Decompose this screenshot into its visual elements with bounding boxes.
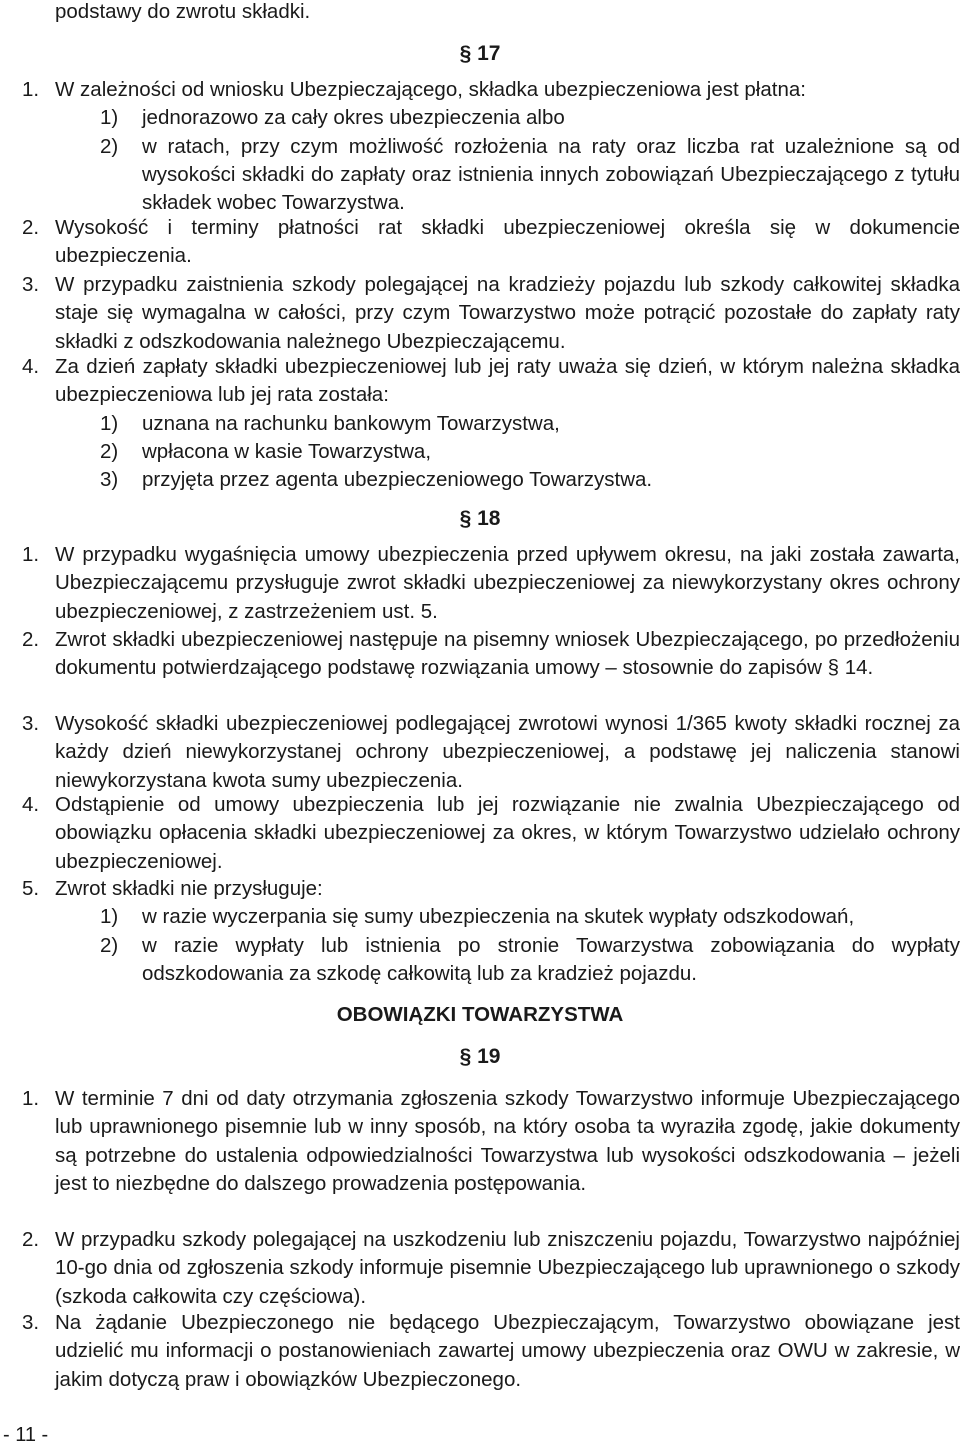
s18-item-5 [22,875,960,988]
s17-item-1-sub-1 [100,104,960,132]
s18-item-5-sub-2 [100,932,960,989]
sub-item-text: w razie wypłaty lub istnienia po stronie Towarzystwa zobowiązania do wypłaty odszkodowania za szkodę całkowitą lub za kradzież pojazdu. [142,933,960,985]
item-number: 1. [22,1087,40,1110]
s18-item-4 [22,791,960,876]
item-text: Wysokość składki ubezpieczeniowej podlegającej zwrotowi wynosi 1/365 kwoty składki rocznej za każdy dzień niewykorzystanej ochrony ubezpieczeniowej, a podstawę jej naliczenia stanowi niewykorzystana kwota sumy ubezpieczenia. [55,712,960,792]
section-heading-19: § 19 [459,1045,501,1068]
s17-item-1-sub-2 [100,133,960,218]
sub-item-text: uznana na rachunku bankowym Towarzystwa, [142,411,560,435]
item-text: Na żądanie Ubezpieczonego nie będącego Ubezpieczającym, Towarzystwo obowiązane jest udzielić mu informacji o postanowieniach zawartej umowy ubezpieczenia oraz OWU w zakresie, w jakim dotyczą praw i obowiązków Ubezpieczonego. [55,1311,960,1391]
s19-item-2 [22,1226,960,1311]
sub-item-text: wpłacona w kasie Towarzystwa, [142,439,432,463]
item-number: 3. [22,1311,40,1334]
item-number: 3. [22,712,40,735]
sub-item-number: 1) [100,905,119,929]
s19-item-1 [22,1085,960,1198]
s17-item-2 [22,214,960,271]
s17-item-4-sub-3 [100,466,960,494]
item-text: W przypadku wygaśnięcia umowy ubezpieczenia przed upływem okresu, na jaki została zawarta, Ubezpieczającemu przysługuje zwrot składki ubezpieczeniowej za niewykorzystany okres ochrony ubezpieczeniowej, z zastrzeżeniem ust. 5. [55,543,960,623]
s18-item-5-sub-1 [100,903,960,931]
item-text: Zwrot składki ubezpieczeniowej następuje na pisemny wniosek Ubezpieczającego, po przedłożeniu dokumentu potwierdzającego podstawę rozwiązania umowy – stosownie do zapisów § 14. [55,628,960,680]
s18-item-3 [22,710,960,795]
intro-text: podstawy do zwrotu składki. [55,0,311,23]
sub-item-text: w razie wyczerpania się sumy ubezpieczenia na skutek wypłaty odszkodowań, [142,905,855,929]
item-text: W terminie 7 dni od daty otrzymania zgłoszenia szkody Towarzystwo informuje Ubezpieczającego lub uprawnionego pisemnie lub w inny sposób, na który osoba ta wyraziła zgodę, jakie dokumenty są potrzebne do ustalenia odpowiedzialności Towarzystwa lub wysokości odszkodowania – jeżeli jest to niezbędne do dalszego prowadzenia postępowania. [55,1087,960,1195]
section-heading-18: § 18 [459,507,501,530]
s18-item-1 [22,541,960,626]
s17-item-4 [22,353,960,494]
item-number: 5. [22,877,40,900]
sub-item-number: 2) [100,134,119,158]
sub-item-number: 1) [100,106,119,130]
intro-paragraph [22,0,960,26]
item-number: 3. [22,273,40,296]
sub-item-number: 2) [100,933,119,957]
chapter-title: OBOWIĄZKI TOWARZYSTWA [336,1003,624,1026]
item-text: Odstąpienie od umowy ubezpieczenia lub jej rozwiązanie nie zwalnia Ubezpieczającego od obowiązku opłacenia składki ubezpieczeniowej za okres, w którym Towarzystwo udzielało ochrony ubezpieczeniowej. [55,793,960,873]
s17-item-4-sub-1 [100,410,960,438]
s18-item-2 [22,626,960,683]
sub-item-text: jednorazowo za cały okres ubezpieczenia albo [142,106,565,130]
item-text: Za dzień zapłaty składki ubezpieczeniowej lub jej raty uważa się dzień, w którym należna składka ubezpieczeniowa lub jej rata została: [55,355,960,407]
sub-item-number: 1) [100,411,119,435]
item-text: Zwrot składki nie przysługuje: [55,877,323,900]
s17-item-1 [22,76,960,217]
item-number: 2. [22,1228,40,1251]
s19-item-3 [22,1309,960,1394]
s17-item-4-sub-2 [100,438,960,466]
sub-item-text: w ratach, przy czym możliwość rozłożenia na raty oraz liczba rat uzależnione są od wysokości składki do zapłaty oraz istnienia innych zobowiązań Ubezpieczającego z tytułu składek wobec Towarzystwa. [142,134,960,215]
item-number: 1. [22,543,40,566]
sub-item-number: 3) [100,468,119,492]
item-number: 4. [22,355,40,378]
sub-item-number: 2) [100,439,119,463]
item-number: 2. [22,216,40,239]
item-number: 1. [22,78,40,101]
item-number: 2. [22,628,40,651]
s17-item-3 [22,271,960,356]
item-text: W przypadku szkody polegającej na uszkodzeniu lub zniszczeniu pojazdu, Towarzystwo najpóźniej 10-go dnia od zgłoszenia szkody informuje pisemnie Ubezpieczającego lub uprawnionego o szkody (szkoda całkowita czy częściowa). [55,1228,960,1308]
item-text: Wysokość i terminy płatności rat składki ubezpieczeniowej określa się w dokumencie ubezpieczenia. [55,216,960,268]
section-heading-17: § 17 [459,42,501,65]
page-number: - 11 - [3,1424,49,1446]
item-number: 4. [22,793,40,816]
item-text: W zależności od wniosku Ubezpieczającego, składka ubezpieczeniowa jest płatna: [55,78,806,101]
sub-item-text: przyjęta przez agenta ubezpieczeniowego Towarzystwa. [142,468,653,492]
item-text: W przypadku zaistnienia szkody polegającej na kradzieży pojazdu lub szkody całkowitej składka staje się wymagalna w całości, przy czym Towarzystwo może potrącić pozostałe do zapłaty raty składki z odszkodowania należnego Ubezpieczającemu. [55,273,960,353]
